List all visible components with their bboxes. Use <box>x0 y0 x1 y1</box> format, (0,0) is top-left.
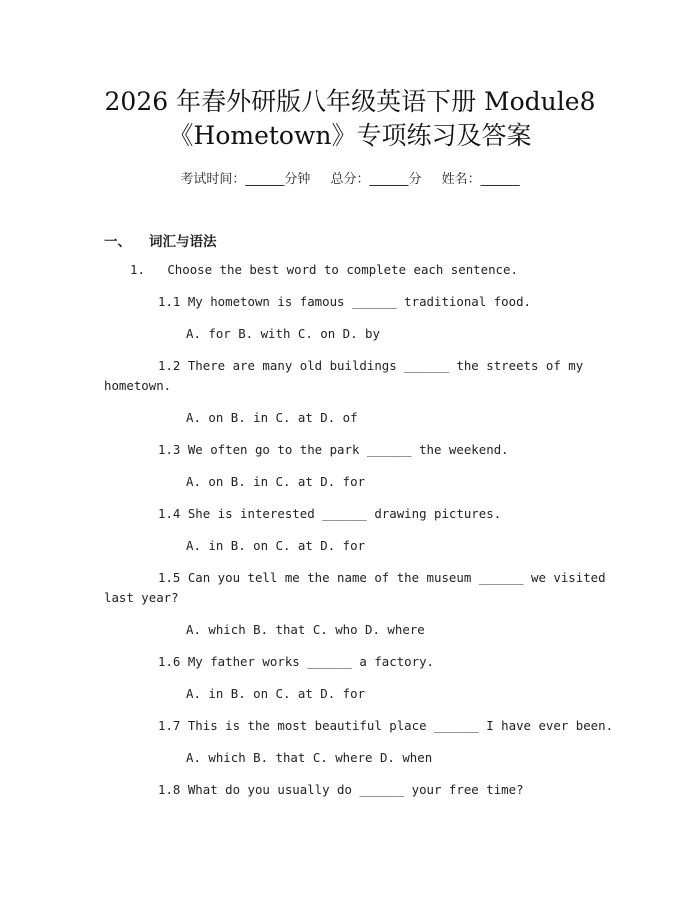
total-score-field: 总分：______分 <box>330 172 422 187</box>
document-title-line2: 《Hometown》专项练习及答案 <box>168 121 532 150</box>
question-1-7: 1.7 This is the most beautiful place ______ I have ever been. <box>158 718 614 733</box>
question-1-3-options: A. on B. in C. at D. for <box>186 474 366 489</box>
section-heading <box>104 230 217 250</box>
question-1-4: 1.4 She is interested ______ drawing pictures. <box>158 506 502 521</box>
document-title-line1: 2026 年春外研版八年级英语下册 Module8 <box>104 87 596 116</box>
task-number: 1. <box>130 262 145 277</box>
section-number: 一、 <box>104 234 131 250</box>
question-1-5-options: A. which B. that C. who D. where <box>186 622 425 637</box>
question-1-6: 1.6 My father works ______ a factory. <box>158 654 435 669</box>
question-1-6-options: A. in B. on C. at D. for <box>186 686 366 701</box>
question-1-1-options: A. for B. with C. on D. by <box>186 326 380 341</box>
question-1-5: 1.5 Can you tell me the name of the museum ______ we visited <box>158 570 606 585</box>
question-1-2-options: A. on B. in C. at D. of <box>186 410 358 425</box>
student-name-field: 姓名：______ <box>441 172 520 187</box>
task-instruction: Choose the best word to complete each sentence. <box>167 262 518 277</box>
question-1-2: 1.2 There are many old buildings ______ the streets of my <box>158 358 584 373</box>
question-1-7-options: A. which B. that C. where D. when <box>186 750 433 765</box>
question-1-8: 1.8 What do you usually do ______ your free time? <box>158 782 524 797</box>
section-title: 词汇与语法 <box>149 234 217 250</box>
question-1-5-continued: last year? <box>104 590 179 605</box>
exam-info <box>0 168 700 187</box>
question-1-1: 1.1 My hometown is famous ______ traditional food. <box>158 294 531 309</box>
task-line <box>130 262 518 277</box>
question-1-2-continued: hometown. <box>104 378 172 393</box>
exam-time-field: 考试时间：______分钟 <box>180 172 311 187</box>
question-1-3: 1.3 We often go to the park ______ the weekend. <box>158 442 509 457</box>
question-1-4-options: A. in B. on C. at D. for <box>186 538 366 553</box>
